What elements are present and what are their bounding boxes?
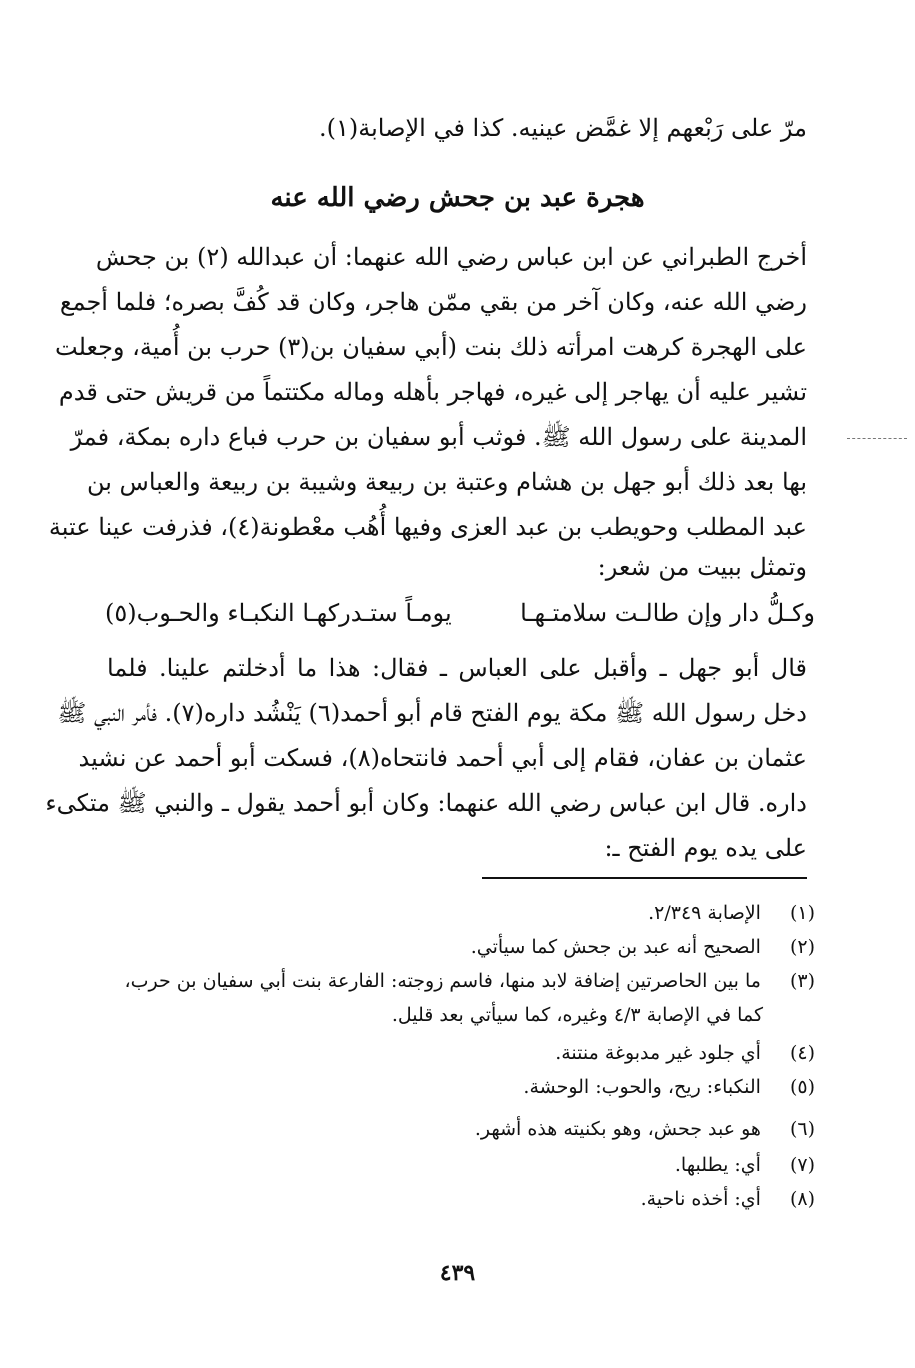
body-line: رضي الله عنه، وكان آخر من بقي ممّن هاجر، وكان قد كُفَّ بصره؛ فلما أجمع: [59, 288, 807, 316]
body-line: قال أبو جهل ـ وأقبل على العباس ـ فقال: هذا ما أدخلتم علينا. فلما: [107, 654, 807, 682]
footnote: [115, 898, 815, 928]
body-line: عثمان بن عفان، فقام إلى أبي أحمد فانتحاه(٨)، فسكت أبو أحمد عن نشيد: [78, 744, 807, 772]
page-number: ٤٣٩: [439, 1260, 476, 1286]
footnote: [115, 966, 815, 996]
footnote-text: هو عبد جحش، وهو بكنيته هذه أشهر.: [474, 1118, 761, 1140]
footnote: [115, 1072, 815, 1102]
body-line-top: مرّ على رَبْعهم إلا غمَّض عينيه. كذا في الإصابة(١).: [318, 114, 807, 142]
footnote: [115, 1184, 815, 1214]
body-line: على يده يوم الفتح ـ:: [604, 834, 807, 862]
footnote-text: النكباء: ريح، والحوب: الوحشة.: [523, 1076, 761, 1098]
footnote-number: (٦): [789, 1118, 815, 1140]
footnote: [115, 1038, 815, 1068]
footnote-continuation: كما في الإصابة ٤/٣ وغيره، كما سيأتي بعد قليل.: [391, 1004, 763, 1026]
footnote-number: (٧): [789, 1154, 815, 1176]
footnote-number: (٣): [789, 970, 815, 992]
footnote-number: (٨): [789, 1188, 815, 1210]
body-line: عبد المطلب وحويطب بن عبد العزى وفيها أُهُب معْطونة(٤)، فذرفت عينا عتبة: [48, 513, 807, 541]
margin-mark: [847, 438, 907, 439]
footnote-number: (٢): [789, 936, 815, 958]
footnote-text: ما بين الحاصرتين إضافة لابد منها، فاسم زوجته: الفارعة بنت أبي سفيان بن حرب،: [124, 970, 761, 992]
footnote-text: الصحيح أنه عبد بن جحش كما سيأتي.: [470, 936, 761, 958]
footnote-number: (٥): [789, 1076, 815, 1098]
footnote-text: الإصابة ٢/٣٤٩.: [648, 902, 761, 924]
footnote-separator: [482, 877, 807, 879]
body-line: تشير عليه أن يهاجر إلى غيره، فهاجر بأهله وماله مكتتماً من قريش حتى قدم: [58, 378, 807, 406]
body-line: وتمثل ببيت من شعر:: [597, 553, 807, 581]
body-line: على الهجرة كرهت امرأته ذلك بنت (أبي سفيان بن(٣) حرب بن أُمية، وجعلت: [55, 333, 807, 361]
footnote-text: أي جلود غير مدبوغة منتنة.: [555, 1042, 761, 1064]
verse-second-hemistich: يومـاً ستـدركهـا النكبـاء والحـوب(٥): [105, 599, 452, 627]
verse-first-hemistich: وكـلُّ دار وإن طالـت سلامتـهـا: [520, 599, 815, 627]
footnote: [115, 1150, 815, 1180]
footnote: [115, 1114, 815, 1144]
footnote-text: أي: يطلبها.: [674, 1154, 761, 1176]
section-heading: هجرة عبد بن جحش رضي الله عنه: [270, 183, 645, 213]
footnote-number: (٤): [789, 1042, 815, 1064]
body-line: داره. قال ابن عباس رضي الله عنهما: وكان أبو أحمد يقول ـ والنبي ﷺ متكىء: [45, 789, 807, 817]
footnote: [115, 932, 815, 962]
body-line: المدينة على رسول الله ﷺ. فوثب أبو سفيان بن حرب فباع داره بمكة، فمرّ: [70, 423, 807, 451]
body-line: دخل رسول الله ﷺ مكة يوم الفتح قام أبو أحمد(٦) يَنْشُد داره(٧). فأمر النبي ﷺ: [57, 699, 807, 727]
footnote-text: أي: أخذه ناحية.: [640, 1188, 761, 1210]
body-line: أخرج الطبراني عن ابن عباس رضي الله عنهما: أن عبدالله (٢) بن جحش: [95, 243, 807, 271]
body-line: بها بعد ذلك أبو جهل بن هشام وعتبة بن ربيعة وشيبة بن ربيعة والعباس بن: [86, 468, 807, 496]
footnote-number: (١): [789, 902, 815, 924]
